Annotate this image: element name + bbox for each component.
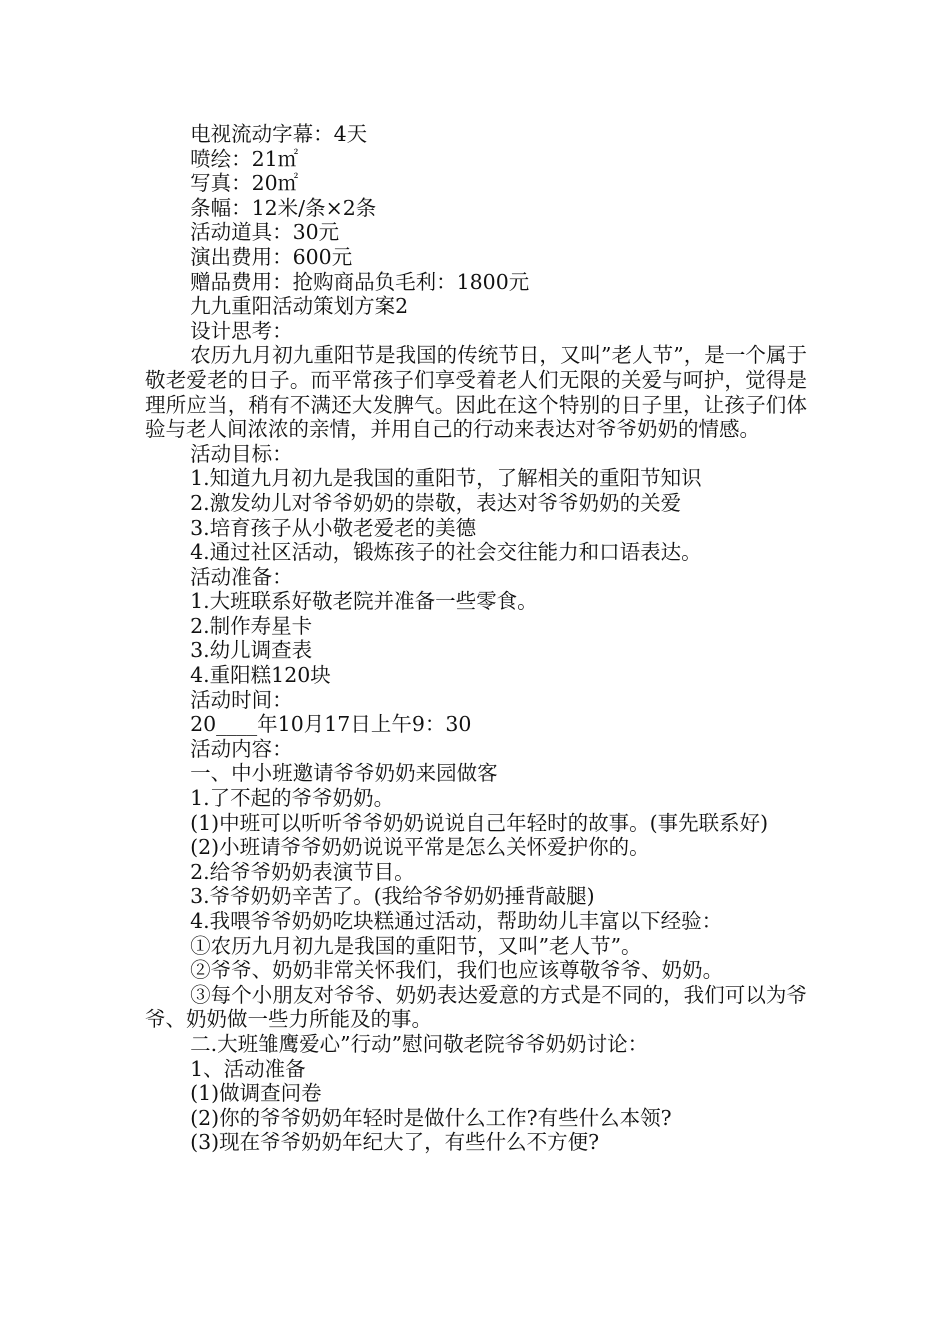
paragraph: 条幅：12米/条×2条: [190, 195, 377, 220]
list-item: 4.通过社区活动，锻炼孩子的社会交往能力和口语表达。: [190, 540, 702, 565]
list-item: ③每个小朋友对爷爷、奶奶表达爱意的方式是不同的，我们可以为爷爷、奶奶做一些力所能及的事。: [145, 982, 807, 1032]
paragraph: 活动目标：: [190, 441, 293, 466]
paragraph: 一、中小班邀请爷爷奶奶来园做客: [190, 761, 498, 786]
list-item: (2)你的爷爷奶奶年轻时是做什么工作?有些什么本领?: [190, 1105, 672, 1130]
list-item: (1)做调查问卷: [190, 1081, 322, 1106]
list-item: (2)小班请爷爷奶奶说说平常是怎么关怀爱护你的。: [190, 835, 650, 860]
list-item: 3.幼儿调查表: [190, 638, 313, 663]
document-body: [145, 122, 807, 1155]
paragraph: 农历九月初九重阳节是我国的传统节日，又叫”老人节”，是一个属于敬老爱老的日子。而平常孩子们享受着老人们无限的关爱与呵护，觉得是理所应当，稍有不满还大发脾气。因此在这个特别的日子里，让孩子们体验与老人间浓浓的亲情，并用自己的行动来表达对爷爷奶奶的情感。: [145, 343, 807, 442]
list-item: 1、活动准备: [190, 1056, 306, 1081]
paragraph: 演出费用：600元: [190, 244, 353, 269]
list-item: 1.大班联系好敬老院并准备一些零食。: [190, 589, 538, 614]
section-title: 九九重阳活动策划方案2: [190, 294, 409, 319]
paragraph: 喷绘：21㎡: [190, 146, 299, 171]
paragraph: 设计思考：: [190, 318, 293, 343]
paragraph: 写真：20㎡: [190, 171, 299, 196]
paragraph: 活动道具：30元: [190, 220, 340, 245]
paragraph: 20____年10月17日上午9：30: [190, 712, 472, 737]
list-item: 4.我喂爷爷奶奶吃块糕通过活动，帮助幼儿丰富以下经验：: [190, 909, 723, 933]
paragraph: 电视流动字幕：4天: [190, 122, 368, 146]
paragraph: 赠品费用：抢购商品负毛利：1800元: [190, 269, 530, 294]
list-item: (1)中班可以听听爷爷奶奶说说自己年轻时的故事。(事先联系好): [190, 810, 769, 835]
paragraph: 活动准备：: [190, 564, 293, 589]
list-item: 1.知道九月初九是我国的重阳节，了解相关的重阳节知识: [190, 466, 702, 491]
list-item: (3)现在爷爷奶奶年纪大了，有些什么不方便?: [190, 1130, 600, 1155]
list-item: ①农历九月初九是我国的重阳节，又叫”老人节”。: [190, 933, 642, 958]
list-item: 3.爷爷奶奶辛苦了。(我给爷爷奶奶捶背敲腿): [190, 884, 595, 909]
paragraph: 二.大班雏鹰爱心”行动”慰问敬老院爷爷奶奶讨论：: [190, 1031, 649, 1056]
list-item: 2.给爷爷奶奶表演节目。: [190, 859, 415, 884]
list-item: 2.激发幼儿对爷爷奶奶的崇敬，表达对爷爷奶奶的关爱: [190, 490, 682, 515]
paragraph: 活动内容：: [190, 736, 293, 761]
list-item: 2.制作寿星卡: [190, 613, 313, 638]
list-item: 4.重阳糕120块: [190, 663, 331, 688]
list-item: ②爷爷、奶奶非常关怀我们，我们也应该尊敬爷爷、奶奶。: [190, 958, 724, 983]
list-item: 1.了不起的爷爷奶奶。: [190, 786, 395, 811]
list-item: 3.培育孩子从小敬老爱老的美德: [190, 515, 477, 540]
paragraph: 活动时间：: [190, 687, 293, 712]
